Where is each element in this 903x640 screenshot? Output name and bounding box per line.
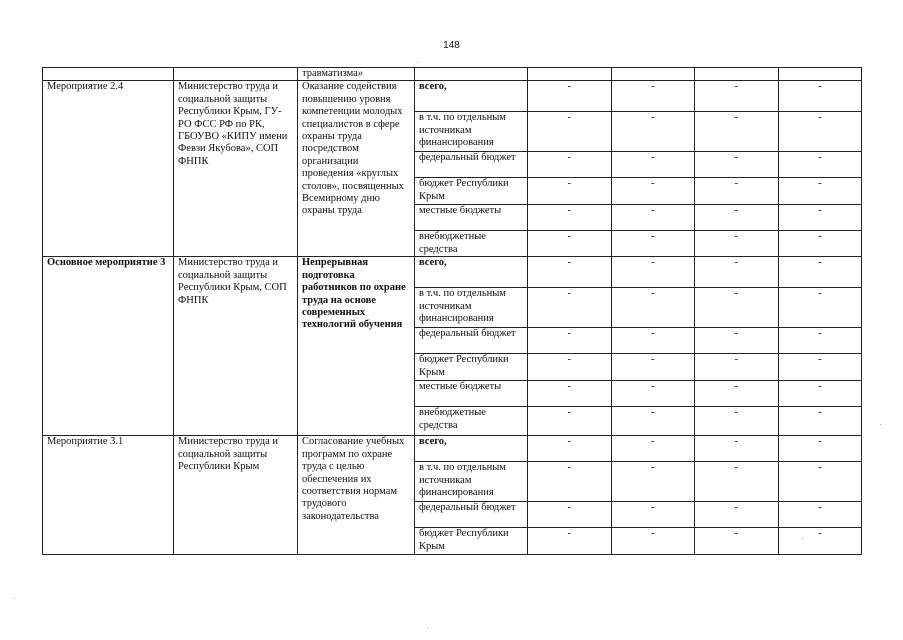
carry-over-row: [43, 68, 862, 81]
value-cell: -: [778, 462, 862, 502]
value-cell: -: [695, 328, 779, 354]
value-cell: -: [695, 436, 779, 462]
event-cell: Мероприятие 3.1: [43, 436, 174, 555]
value-cell: -: [695, 152, 779, 178]
value-cell: -: [778, 528, 862, 555]
value-cell: [528, 68, 612, 81]
executor-cell: Министерство труда и социальной защиты Республики Крым, ГУ-РО ФСС РФ по РК, ГБОУВО «КИПУ имени Февзи Якубова», СОП ФНПК: [174, 81, 298, 257]
value-cell: -: [695, 231, 779, 257]
value-cell: -: [778, 178, 862, 205]
value-cell: -: [528, 502, 612, 528]
financing-row: [43, 81, 862, 112]
value-cell: -: [611, 354, 695, 381]
source-cell: бюджет Республики Крым: [415, 354, 528, 381]
value-cell: -: [695, 257, 779, 288]
value-cell: -: [528, 462, 612, 502]
value-cell: -: [611, 436, 695, 462]
source-cell: [415, 68, 528, 81]
value-cell: -: [611, 462, 695, 502]
value-cell: -: [778, 81, 862, 112]
source-cell: бюджет Республики Крым: [415, 528, 528, 555]
source-cell: внебюджетные средства: [415, 407, 528, 436]
value-cell: -: [778, 152, 862, 178]
scan-speck: [14, 598, 15, 599]
description-cell: Оказание содействия повышению уровня компетенции молодых специалистов в сфере охраны труда посредством организации проведения «круглых столов», посвященных Всемирному дню охраны труда: [298, 81, 415, 257]
value-cell: -: [611, 152, 695, 178]
event-cell: Основное мероприятие 3: [43, 257, 174, 436]
value-cell: -: [611, 205, 695, 231]
source-cell: внебюджетные средства: [415, 231, 528, 257]
value-cell: -: [778, 436, 862, 462]
executor-cell: Министерство труда и социальной защиты Республики Крым, СОП ФНПК: [174, 257, 298, 436]
financing-row: [43, 257, 862, 288]
event-cell: Мероприятие 2.4: [43, 81, 174, 257]
source-cell: федеральный бюджет: [415, 328, 528, 354]
value-cell: -: [528, 257, 612, 288]
value-cell: -: [611, 502, 695, 528]
source-cell: федеральный бюджет: [415, 502, 528, 528]
value-cell: -: [528, 407, 612, 436]
source-cell: всего,: [415, 81, 528, 112]
source-cell: федеральный бюджет: [415, 152, 528, 178]
value-cell: -: [778, 257, 862, 288]
scan-speck: [417, 62, 418, 63]
value-cell: -: [528, 328, 612, 354]
scan-speck: [802, 538, 803, 539]
source-cell: в т.ч. по отдельным источникам финансирования: [415, 288, 528, 328]
value-cell: -: [611, 178, 695, 205]
value-cell: -: [695, 354, 779, 381]
value-cell: -: [778, 231, 862, 257]
value-cell: -: [528, 231, 612, 257]
financing-table: [42, 67, 862, 555]
value-cell: -: [695, 205, 779, 231]
value-cell: -: [528, 112, 612, 152]
description-cell: Согласование учебных программ по охране труда с целью обеспечения их соответствия нормам трудового законодательства: [298, 436, 415, 555]
value-cell: -: [695, 112, 779, 152]
value-cell: -: [778, 112, 862, 152]
source-cell: бюджет Республики Крым: [415, 178, 528, 205]
value-cell: -: [528, 178, 612, 205]
value-cell: -: [528, 528, 612, 555]
description-cell: травматизма»: [298, 68, 415, 81]
value-cell: -: [611, 528, 695, 555]
page-number: 148: [443, 40, 460, 51]
value-cell: -: [695, 381, 779, 407]
value-cell: -: [778, 328, 862, 354]
value-cell: -: [778, 407, 862, 436]
executor-cell: [174, 68, 298, 81]
value-cell: -: [528, 288, 612, 328]
value-cell: -: [611, 288, 695, 328]
source-cell: местные бюджеты: [415, 381, 528, 407]
value-cell: -: [611, 81, 695, 112]
executor-cell: Министерство труда и социальной защиты Республики Крым: [174, 436, 298, 555]
value-cell: -: [611, 381, 695, 407]
value-cell: -: [695, 407, 779, 436]
value-cell: -: [528, 205, 612, 231]
value-cell: -: [611, 407, 695, 436]
value-cell: -: [695, 81, 779, 112]
value-cell: -: [528, 81, 612, 112]
financing-row: [43, 436, 862, 462]
value-cell: -: [778, 502, 862, 528]
value-cell: -: [695, 462, 779, 502]
value-cell: -: [695, 502, 779, 528]
value-cell: -: [611, 328, 695, 354]
event-cell: [43, 68, 174, 81]
value-cell: [611, 68, 695, 81]
value-cell: -: [528, 381, 612, 407]
source-cell: всего,: [415, 257, 528, 288]
value-cell: -: [528, 152, 612, 178]
source-cell: всего,: [415, 436, 528, 462]
value-cell: -: [778, 381, 862, 407]
source-cell: в т.ч. по отдельным источникам финансирования: [415, 462, 528, 502]
description-cell: Непрерывная подготовка работников по охране труда на основе современных технологий обучения: [298, 257, 415, 436]
value-cell: -: [528, 436, 612, 462]
source-cell: в т.ч. по отдельным источникам финансирования: [415, 112, 528, 152]
value-cell: -: [778, 288, 862, 328]
scan-speck: [880, 424, 881, 425]
value-cell: -: [611, 112, 695, 152]
scan-speck: [427, 628, 428, 629]
value-cell: [778, 68, 862, 81]
value-cell: -: [528, 354, 612, 381]
value-cell: -: [695, 528, 779, 555]
value-cell: -: [611, 257, 695, 288]
source-cell: местные бюджеты: [415, 205, 528, 231]
value-cell: -: [611, 231, 695, 257]
value-cell: -: [695, 178, 779, 205]
value-cell: [695, 68, 779, 81]
value-cell: -: [778, 354, 862, 381]
value-cell: -: [695, 288, 779, 328]
value-cell: -: [778, 205, 862, 231]
